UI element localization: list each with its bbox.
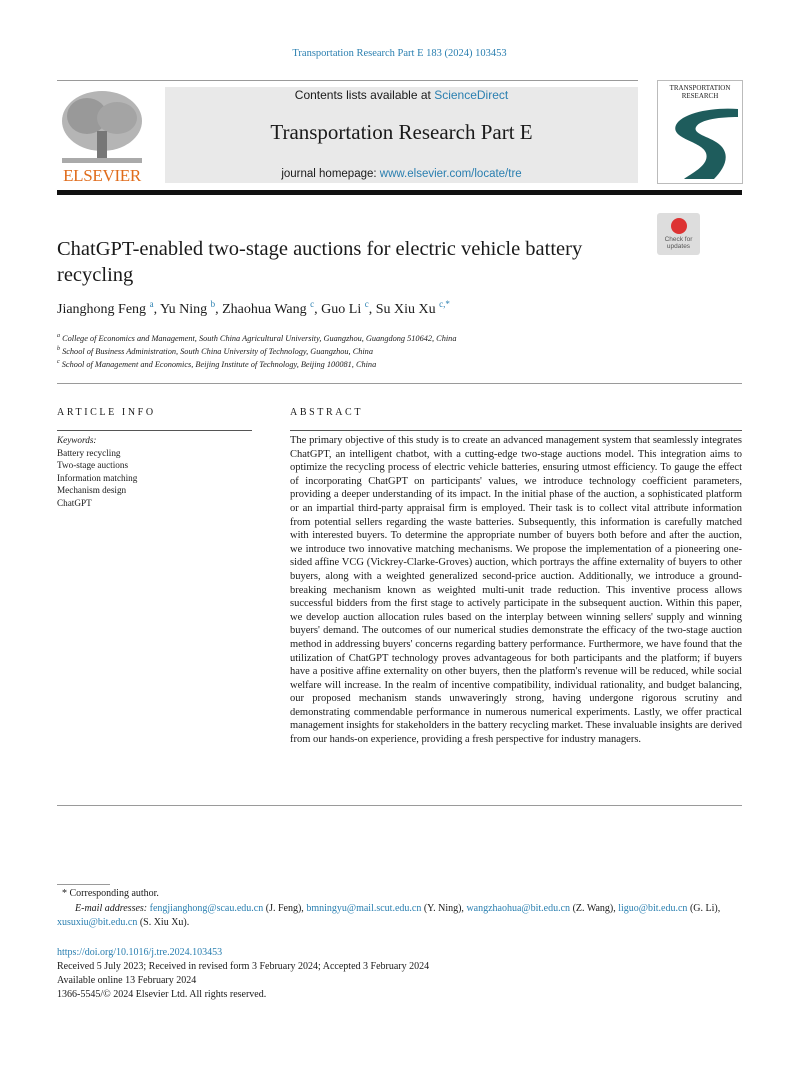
author[interactable]: Jianghong Feng $^a$ — [57, 299, 154, 317]
doi-link[interactable]: https://doi.org/10.1016/j.tre.2024.103453 — [57, 947, 223, 958]
keyword: Information matching — [57, 472, 138, 483]
bookmark-icon — [671, 218, 687, 234]
author[interactable]: Yu Ning $^b$ — [160, 299, 216, 317]
elsevier-logo-text: ELSEVIER — [63, 166, 141, 185]
corresponding-note: * Corresponding author. — [62, 888, 159, 899]
copyright: 1366-5545/© 2024 Elsevier Ltd. All rights reserved. — [57, 989, 267, 1000]
email-link[interactable]: liguo@bit.edu.cn — [618, 903, 688, 914]
divider — [57, 80, 638, 81]
author[interactable]: Su Xiu Xu $^{c,*}$ — [375, 299, 450, 317]
received-dates: Received 5 July 2023; Received in revised form 3 February 2024; Accepted 3 February 2024 — [57, 961, 430, 972]
affiliation: $^c$ School of Management and Economics, Beijing Institute of Technology, Beijing 100081, China — [57, 359, 377, 369]
journal-cover — [657, 80, 743, 184]
article-title: ChatGPT-enabled two-stage auctions for electric vehicle battery recycling — [57, 238, 583, 286]
keyword: Battery recycling — [57, 447, 121, 458]
available-online: Available online 13 February 2024 — [57, 975, 197, 986]
divider — [57, 805, 742, 806]
journal-reference-link[interactable]: Transportation Research Part E 183 (2024) 103453 — [292, 48, 507, 59]
contents-line — [165, 88, 638, 102]
email-note: E-mail addresses: fengjianghong@scau.edu.cn (J. Feng), bmningyu@mail.scut.edu.cn (Y. Ning), wangzhaohua@bit.edu.cn (Z. Wang), liguo@bit.edu.cn (G. Li), xusuxiu@bit.edu.cn (S. Xiu Xu). — [57, 903, 721, 928]
check-for-updates-button[interactable] — [657, 213, 700, 255]
header-bar — [57, 190, 742, 195]
abstract-text: The primary objective of this study is to create an advanced management system that seamlessly integrates ChatGPT, an intelligent chatbot, with a cutting-edge two-stage auctions model. This integration aims to optimize the recycling process of electric vehicle batteries, ensuring utmost efficiency. To gauge the effect of incorporating ChatGPT on participants' values, we introduce technology coefficient parameters, providing a deeper understanding of its impact. In the initial phase of the auction, a sophisticated platform or an impartial third-party appraisal firm is employed. Their task is to collect vital attribute information from potential sellers regarding the waste batteries. Subsequently, this information is carefully matched with interested buyers. To determine the appropriate number of buyers both before and after the auction, we introduce two innovative matching mechanisms. We propose the implementation of a pioneering one-sided affine VCG (Vickrey-Clarke-Groves) auction, which portrays the affine externality of buyers to other buyers, along with a weighted generalized second-price auction. Additionally, we introduce a ground-breaking mechanism known as weighted multi-unit trade reduction. This inventive process allows successful bidders from the first stage to actively participate in the subsequent auction. Within this paper, we develop auction allocation rules based on the interplay between winning sellers' supply and winning buyers' demand. The outcomes of our numerical studies demonstrate the efficacy of the two-stage auction method in addressing buyers' concerns regarding battery performance. Furthermore, we have found that the utilization of ChatGPT technology proves advantageous for both participants and the platform; if buyers have a positive affine externality on other buyers, then the platform's revenue will be reduced, while social welfare will increase. In the realm of incentive compatibility, individual rationality, and budget balancing, our proposed mechanism stands unwaveringly strong, having undergone rigorous scrutiny and demonstrating commendable performance in numerous numerical experiments. Lastly, we offer practical management insights for stakeholders in the battery recycling market. These invaluable insights are derived from our hands-on experience, providing a fresh perspective for industry managers. — [290, 435, 742, 746]
affiliation: $^b$ School of Business Administration, South China University of Technology, Guangzhou, China — [57, 346, 373, 356]
contents-prefix: Contents lists available at — [294, 88, 435, 102]
keywords-list — [57, 434, 137, 510]
email-link[interactable]: bmningyu@mail.scut.edu.cn — [306, 903, 422, 914]
email-label: E-mail addresses: — [75, 903, 148, 914]
affiliation: $^a$ College of Economics and Management, South China Agricultural University, Guangzhou, Guangdong 510642, China — [57, 333, 457, 343]
author[interactable]: Guo Li $^c$ — [321, 299, 369, 317]
cover-title: TRANSPORTATION RESEARCH — [669, 84, 731, 100]
keyword: Two-stage auctions — [57, 460, 129, 471]
keyword: ChatGPT — [57, 497, 92, 508]
journal-title: Transportation Research Part E — [270, 120, 533, 144]
keywords-label: Keywords: — [57, 435, 97, 445]
sciencedirect-link[interactable]: ScienceDirect — [434, 88, 509, 102]
divider — [57, 430, 252, 431]
check-updates-label: Check for updates — [664, 236, 693, 250]
homepage-link[interactable]: www.elsevier.com/locate/tre — [379, 168, 522, 180]
email-link[interactable]: wangzhaohua@bit.edu.cn — [466, 903, 571, 914]
homepage-line — [165, 168, 638, 180]
abstract-heading: ABSTRACT — [290, 407, 364, 418]
divider — [290, 430, 742, 431]
footnote-divider — [57, 884, 110, 885]
email-link[interactable]: fengjianghong@scau.edu.cn — [149, 903, 264, 914]
author-list: Jianghong Feng $^a$, Yu Ning $^b$, Zhaohua Wang $^c$, Guo Li $^c$, Su Xiu Xu $^{c,*}$ — [57, 299, 450, 317]
keyword: Mechanism design — [57, 485, 127, 496]
divider — [57, 383, 742, 384]
author[interactable]: Zhaohua Wang $^c$ — [222, 299, 315, 317]
homepage-prefix: journal homepage: — [281, 168, 380, 180]
article-info-heading: ARTICLE INFO — [57, 407, 156, 418]
email-link[interactable]: xusuxiu@bit.edu.cn — [57, 917, 138, 928]
cover-road-graphic — [662, 107, 738, 179]
